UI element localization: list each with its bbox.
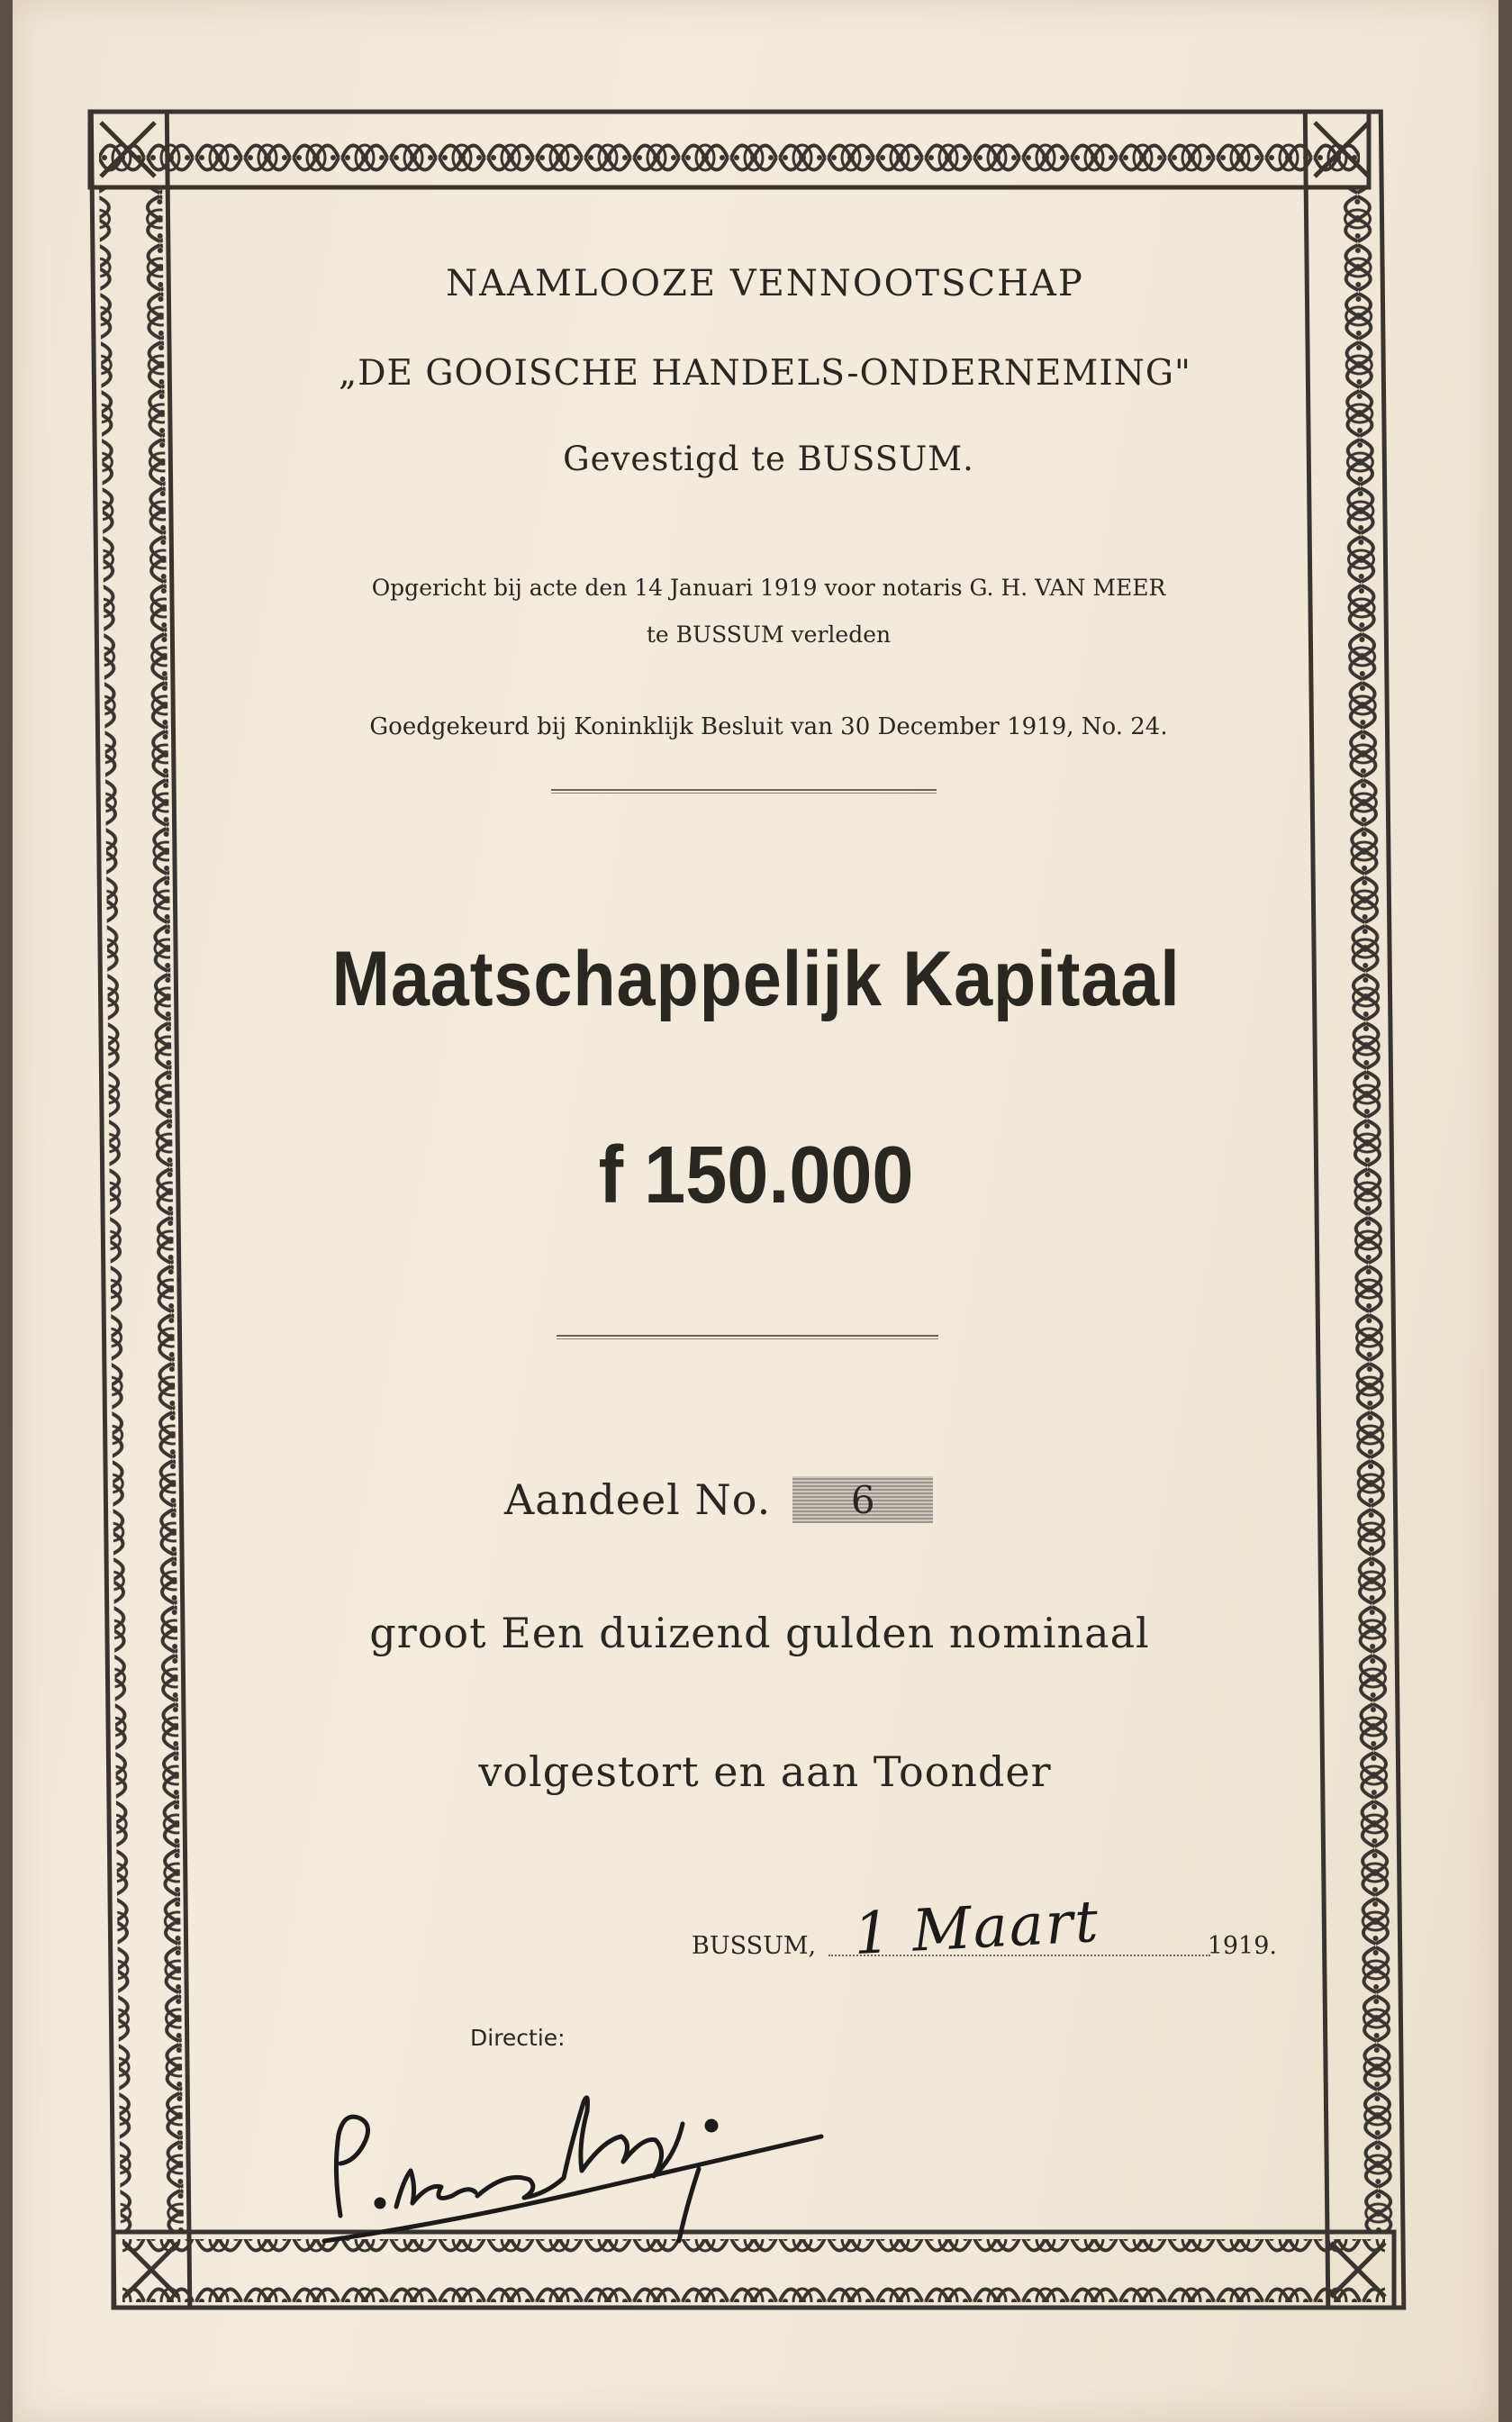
founding-line-2: te BUSSUM verleden [646,621,892,648]
company-seat: Gevestigd te BUSSUM. [563,440,974,478]
nominal-value: groot Een duizend gulden nominaal [369,1609,1150,1657]
founding-line-1: Opgericht bij acte den 14 Januari 1919 voor notaris G. H. VAN MEER [371,575,1166,601]
share-number-row [504,1468,933,1531]
capital-heading: Maatschappelijk Kapitaal [331,936,1181,1022]
divider-bottom [557,1335,938,1339]
royal-approval-line: Goedgekeurd bij Koninklijk Besluit van 30 December 1919, No. 24. [369,713,1168,740]
share-number: 6 [850,1477,875,1522]
issue-year: 1919. [1207,1932,1277,1960]
direction-label: Directie: [470,2025,566,2051]
bearer-clause: volgestort en aan Toonder [478,1747,1052,1796]
divider-top [551,789,937,794]
handwritten-date: 1 Maart [852,1888,1101,1969]
issue-place: BUSSUM, [692,1932,817,1960]
border-top [90,112,1369,187]
issue-date-row [692,1888,1277,1969]
capital-amount: f 150.000 [598,1130,914,1220]
company-type: NAAMLOOZE VENNOOTSCHAP [446,263,1084,304]
director-signature [297,2036,856,2252]
company-name: „DE GOOISCHE HANDELS-ONDERNEMING" [339,353,1191,394]
share-label: Aandeel No. [504,1475,772,1524]
share-number-box [792,1476,933,1523]
